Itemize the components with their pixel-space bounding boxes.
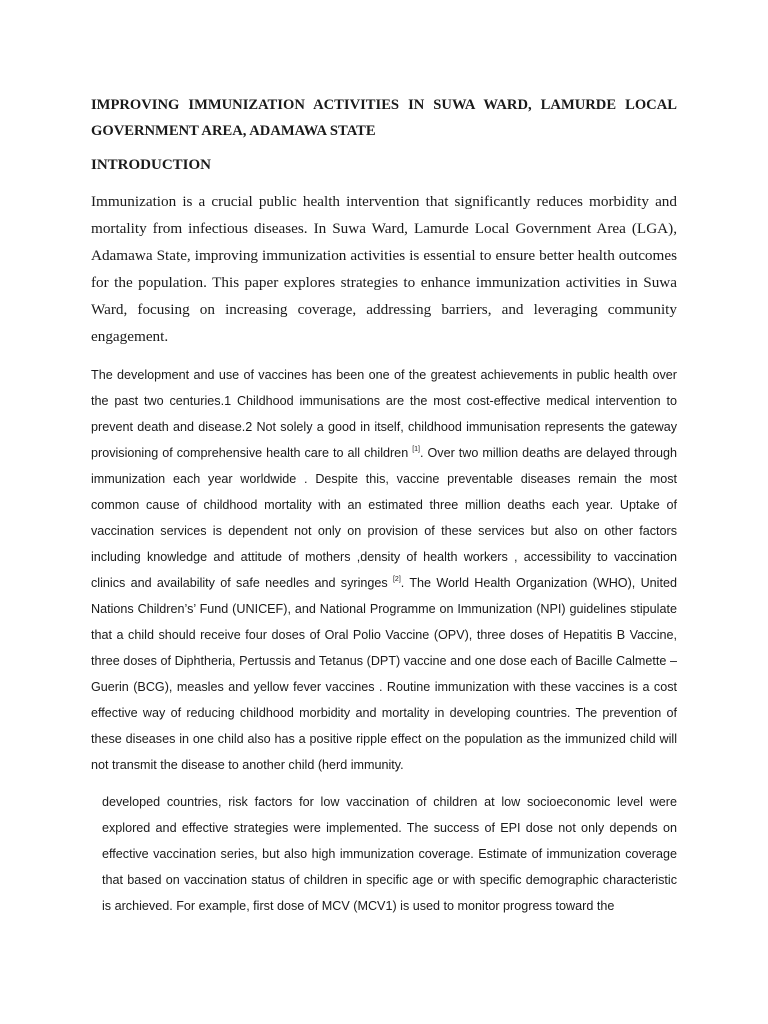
paragraph-text: . The World Health Organization (WHO), United Nations Children’s’ Fund (UNICEF), and National Programme on Immunization (NPI) guidelines stipulate that a child should receive four doses of Oral Polio Vaccine (OPV), three doses of Hepatitis B Vaccine, three doses of Diphtheria, Pertussis and Tetanus (DPT) vaccine and one dose each of Bacille Calmette – Guerin (BCG), measles and yellow fever vaccines . Routine immunization with these vaccines is a cost effective way of reducing childhood morbidity and mortality in developing countries. The prevention of these diseases in one child also has a positive ripple effect on the population as the immunized child will not transmit the disease to another child (herd immunity. (91, 576, 677, 772)
citation-ref: [2] (392, 576, 401, 583)
body-paragraph-vaccines (91, 362, 677, 778)
paragraph-text: . Over two million deaths are delayed through immunization each year worldwide . Despite this, vaccine preventable diseases remain the most common cause of childhood mortality with an estimated three million deaths each year. Uptake of vaccination services is dependent not only on provision of these services but also on other factors including knowledge and attitude of mothers ,density of health workers , accessibility to vaccination clinics and availability of safe needles and syringes (91, 446, 677, 590)
body-paragraph-coverage: developed countries, risk factors for low vaccination of children at low socioeconomic level were explored and effective strategies were implemented. The success of EPI dose not only depends on effective vaccination series, but also high immunization coverage. Estimate of immunization coverage that based on vaccination status of children in specific age or with specific demographic characteristic is archieved. For example, first dose of MCV (MCV1) is used to monitor progress toward the (102, 795, 677, 913)
intro-paragraph: Immunization is a crucial public health intervention that significantly reduces morbidity and mortality from infectious diseases. In Suwa Ward, Lamurde Local Government Area (LGA), Adamawa State, improving immunization activities is essential to ensure better health outcomes for the population. This paper explores strategies to enhance immunization activities in Suwa Ward, focusing on increasing coverage, addressing barriers, and leveraging community engagement. (91, 193, 677, 345)
document-title: IMPROVING IMMUNIZATION ACTIVITIES IN SUWA WARD, LAMURDE LOCAL GOVERNMENT AREA, ADAMAWA STATE (91, 97, 677, 139)
citation-ref: [1] (412, 446, 420, 453)
section-heading: INTRODUCTION (91, 157, 212, 173)
paragraph-text: The development and use of vaccines has been one of the greatest achievements in public health over the past two centuries.1 Childhood immunisations are the most cost-effective medical intervention to prevent death and disease.2 Not solely a good in itself, childhood immunisation represents the gateway provisioning of comprehensive health care to all children (91, 368, 677, 460)
